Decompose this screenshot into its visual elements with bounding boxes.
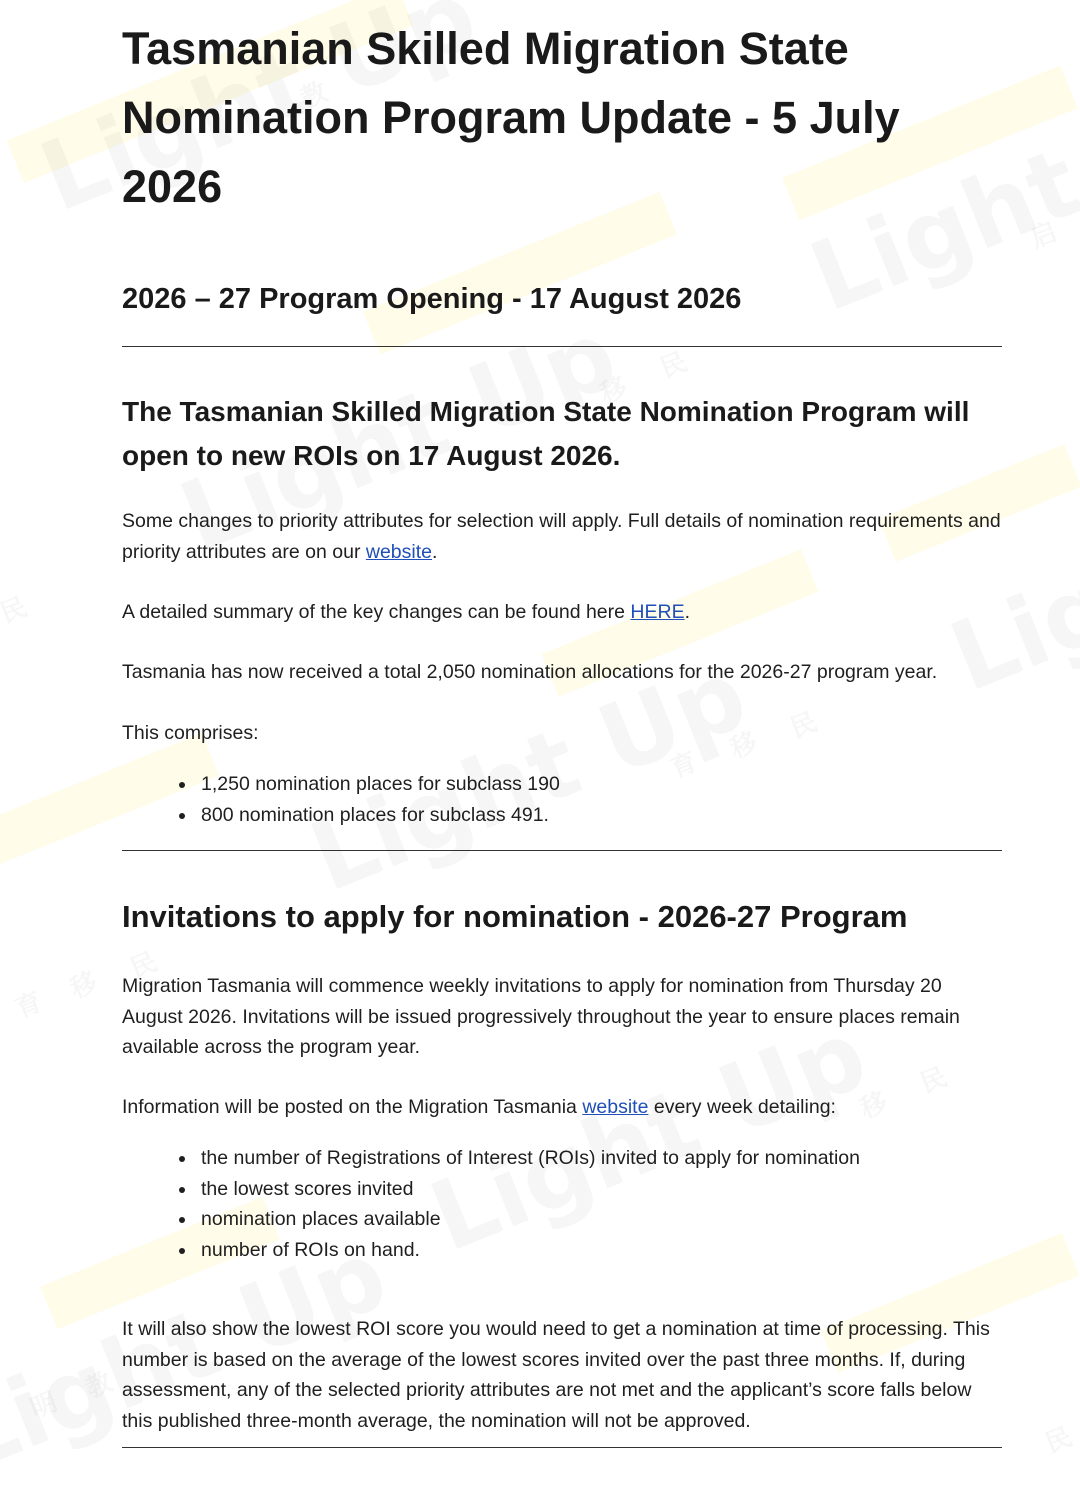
section1-heading: The Tasmanian Skilled Migration State Nomination Program will open to new ROIs on 17 August 2026. — [122, 396, 970, 471]
section2-paragraph-information-text: Information will be posted on the Migration Tasmania — [122, 1096, 583, 1118]
list-item — [122, 769, 560, 800]
watermark-char — [1039, 1416, 1077, 1460]
section2-paragraph-lowest-score: It will also show the lowest ROI score you would need to get a nomination at time of processing. This number is based on the average of the lowest scores invited over the past three months. If, during assessment, any of the selected priority attributes are not met and the applicant’s score falls below this published three-month average, the nomination will not be approved. — [122, 1318, 990, 1432]
section2-paragraph-information — [122, 1092, 1002, 1123]
website-link[interactable]: website — [365, 540, 432, 563]
watermark-char — [9, 981, 47, 1025]
list-item-text: the number of Registrations of Interest (ROIs) invited to apply for nomination — [201, 1147, 860, 1169]
bullet-icon — [179, 1156, 185, 1162]
bullet-icon — [179, 813, 185, 819]
list-item — [122, 1204, 860, 1235]
section2-paragraph-information-end: every week detailing: — [648, 1096, 836, 1118]
divider — [122, 346, 1002, 347]
watermark-char — [64, 961, 102, 1005]
section1-bullet-list — [122, 769, 560, 830]
section1-paragraph-summary-text: A detailed summary of the key changes can be found here — [122, 601, 631, 623]
divider — [122, 1447, 1002, 1448]
list-item — [122, 1235, 860, 1266]
section1-paragraph-priority-end: . — [432, 540, 438, 563]
watermark-char — [654, 341, 692, 385]
section1-paragraph-summary — [122, 597, 1002, 628]
watermark-char — [24, 1381, 62, 1425]
page-title: Tasmanian Skilled Migration State Nomination Program Update - 5 July 2026 — [122, 23, 900, 212]
list-item-text: the lowest scores invited — [201, 1177, 414, 1200]
section1-paragraph-priority-text: Some changes to priority attributes for selection will apply. Full details of nomination requirements and priority attributes are on our — [122, 510, 1001, 563]
list-item — [122, 1143, 860, 1174]
section1-paragraph-priority — [122, 506, 1002, 567]
bullet-icon — [179, 782, 185, 788]
bullet-icon — [179, 1248, 185, 1254]
here-link[interactable]: HERE — [630, 601, 685, 623]
list-item-text: 1,250 nomination places for subclass 190 — [201, 773, 560, 795]
website-link[interactable]: website — [582, 1096, 649, 1118]
bullet-icon — [179, 1217, 185, 1223]
section2-bullet-list — [122, 1143, 860, 1265]
bullet-icon — [179, 1187, 185, 1193]
watermark-char — [0, 586, 32, 630]
list-item-text: nomination places available — [201, 1208, 441, 1230]
section2-paragraph-invitations: Migration Tasmania will commence weekly invitations to apply for nomination from Thursday 20 August 2026. Invitations will be issued progressively throughout the year to ensure places remain available across the program year. — [122, 975, 960, 1058]
list-item-text: number of ROIs on hand. — [201, 1238, 420, 1261]
section1-paragraph-summary-end: . — [684, 601, 691, 623]
watermark-char — [79, 1361, 117, 1405]
list-item-text: 800 nomination places for subclass 491. — [201, 803, 549, 826]
list-item — [122, 1174, 860, 1205]
program-opening-heading: 2026 – 27 Program Opening - 17 August 2026 — [122, 283, 742, 315]
section1-paragraph-allocations: Tasmania has now received a total 2,050 nomination allocations for the 2026-27 program year. — [122, 661, 938, 683]
list-item — [122, 800, 560, 831]
section2-heading: Invitations to apply for nomination - 2026-27 Program — [122, 899, 908, 934]
section1-paragraph-comprises: This comprises: — [122, 722, 259, 744]
divider — [122, 850, 1002, 851]
watermark-char — [1024, 211, 1062, 255]
